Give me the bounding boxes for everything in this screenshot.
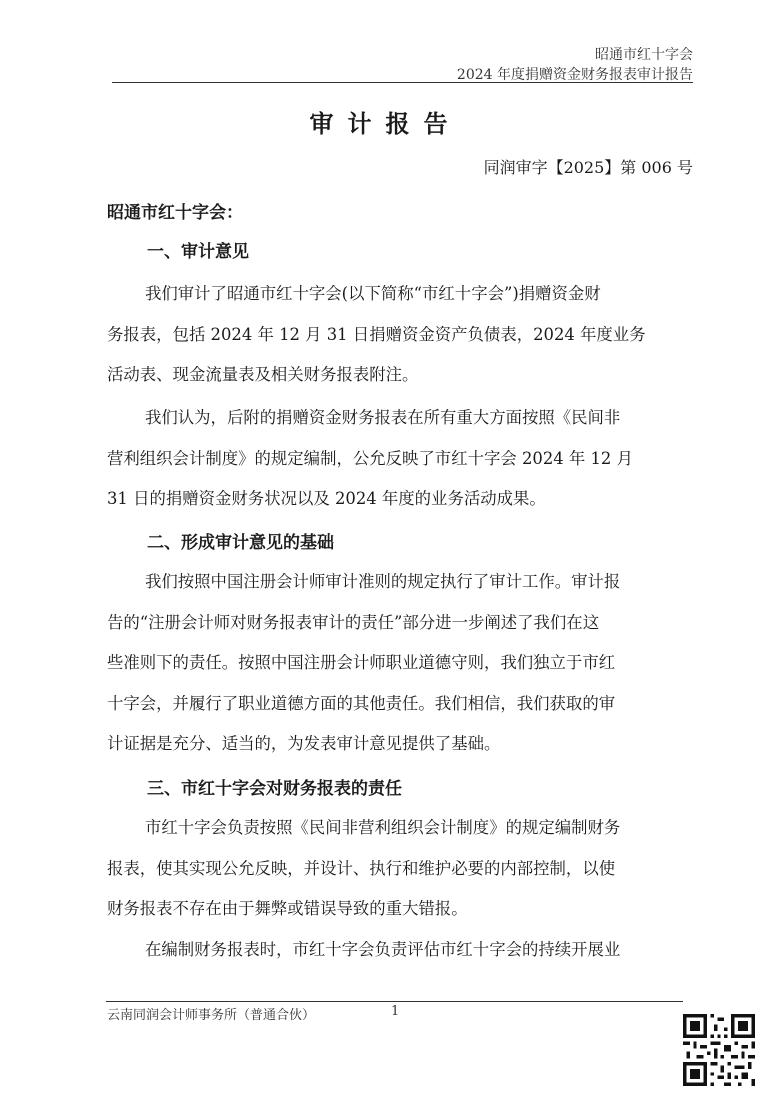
addressee: 昭通市红十字会： — [107, 203, 243, 223]
paragraph — [107, 930, 691, 971]
paragraph — [107, 562, 691, 765]
footer-firm: 云南同润会计师事务所（普通合伙） — [107, 1008, 316, 1023]
paragraph-line: 些准则下的责任。按照中国注册会计师职业道德守则，我们独立于市红 — [107, 653, 616, 672]
paragraph — [107, 274, 691, 396]
paragraph-line: 十字会，并履行了职业道德方面的其他责任。我们相信，我们获取的审 — [107, 693, 616, 713]
paragraph-line: 31 日的捐赠资金财务状况以及 2024 年度的业务活动成果。 — [107, 489, 546, 508]
paragraph-line: 计证据是充分、适当的，为发表审计意见提供了基础。 — [107, 734, 501, 753]
paragraph — [107, 808, 691, 930]
paragraph-line: 报表，使其实现公允反映，并设计、执行和维护必要的内部控制，以使 — [107, 858, 616, 878]
paragraph-line: 告的“注册会计师对财务报表审计的责任”部分进一步阐述了我们在这 — [107, 612, 600, 632]
paragraph-line: 在编制财务报表时，市红十字会负责评估市红十字会的持续开展业 — [145, 940, 621, 959]
header-report-name: 2024 年度捐赠资金财务报表审计报告 — [456, 67, 693, 83]
document-title: 审计报告 — [309, 110, 462, 138]
paragraph-line: 活动表、现金流量表及相关财务报表附注。 — [107, 365, 419, 384]
page-number: 1 — [391, 1004, 400, 1019]
paragraph-line: 我们审计了昭通市红十字会(以下简称“市红十字会”)捐赠资金财 — [145, 284, 601, 303]
paragraph-line: 我们按照中国注册会计师审计准则的规定执行了审计工作。审计报 — [145, 572, 621, 591]
footer-rule — [106, 1001, 683, 1002]
qr-code-icon — [683, 1014, 755, 1086]
paragraph-line: 财务报表不存在由于舞弊或错误导致的重大错报。 — [107, 899, 468, 918]
paragraph-line: 务报表，包括 2024 年 12 月 31 日捐赠资金资产负债表，2024 年度业务 — [107, 324, 646, 344]
paragraph-line: 市红十字会负责按照《民间非营利组织会计制度》的规定编制财务 — [145, 818, 621, 837]
header-org: 昭通市红十字会 — [595, 47, 693, 63]
section-heading-1: 一、审计意见 — [147, 242, 249, 262]
section-heading-3: 三、市红十字会对财务报表的责任 — [147, 779, 402, 799]
section-heading-2: 二、形成审计意见的基础 — [147, 533, 334, 553]
paragraph-line: 我们认为，后附的捐赠资金财务报表在所有重大方面按照《民间非 — [145, 408, 621, 427]
paragraph-line: 营利组织会计制度》的规定编制，公允反映了市红十字会 2024 年 12 月 — [107, 448, 633, 468]
paragraph — [107, 398, 691, 520]
document-number: 同润审字【2025】第 006 号 — [483, 158, 693, 177]
header-rule — [112, 82, 693, 83]
